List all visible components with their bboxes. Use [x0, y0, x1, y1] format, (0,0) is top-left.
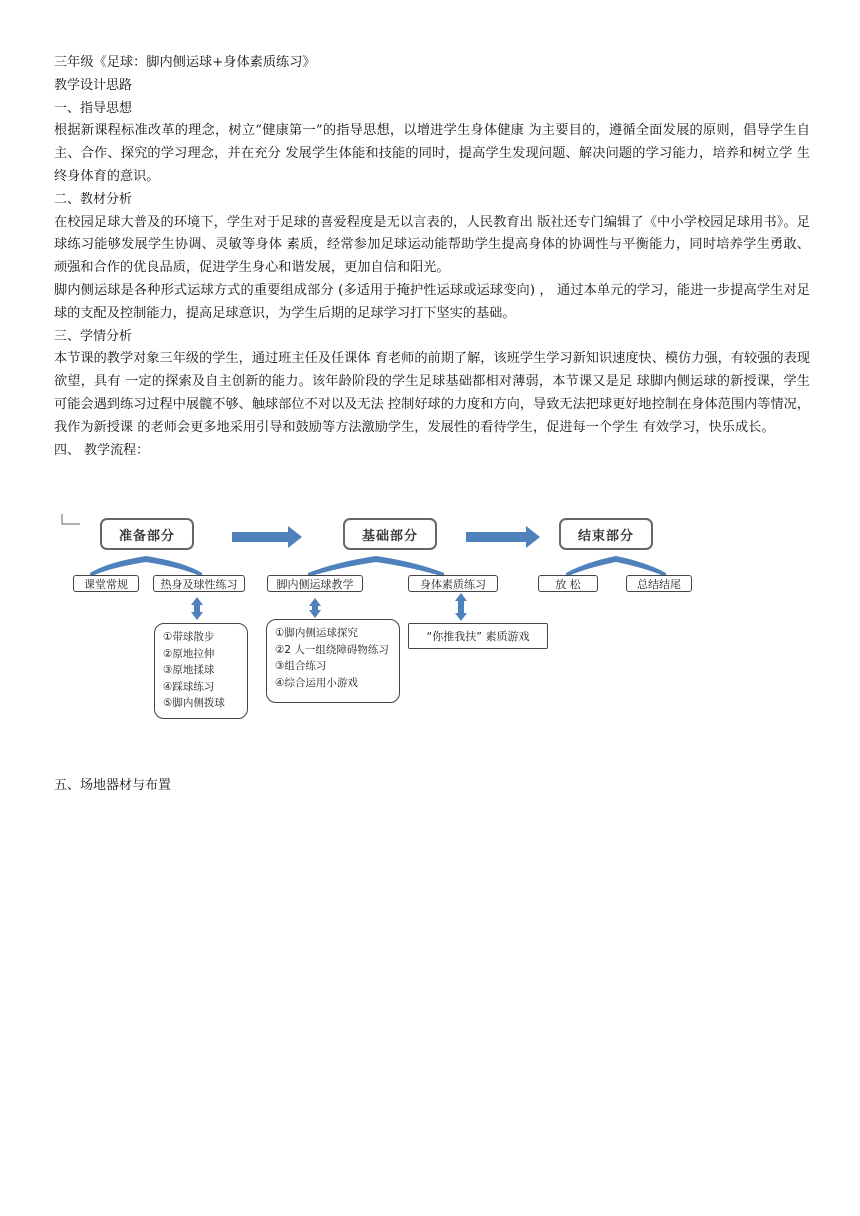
warmup-box: 热身及球性练习: [153, 575, 245, 592]
fitness-box: 身体素质练习: [408, 575, 498, 592]
list-item: ③组合练习: [275, 660, 327, 672]
routine-box: 课堂常规: [73, 575, 139, 592]
list-item: ④综合运用小游戏: [275, 676, 358, 689]
branch-chevron-icon: [308, 556, 444, 577]
section-1-heading: 一、指导思想: [54, 100, 133, 116]
list-item: ②原地拉伸: [163, 647, 215, 660]
section-2-paragraph-1: 在校园足球大普及的环境下，学生对于足球的喜爱程度是无以言表的，人民教育出 版社还专门编辑了《中小学校园足球用书》。足球练习能够发展学生协调、灵敏等身体 素质，经常参加足球运动能帮助学生提高身体的协调性与平衡能力，同时培养学生勇敢、 顽强和合作的优良品质，促进学生身心和谐发展，更加自信和阳光。: [54, 214, 810, 276]
list-item: ④踩球练习: [163, 680, 215, 693]
prep-part-box: 准备部分: [100, 518, 194, 550]
document-body: [54, 52, 810, 462]
list-item: ①带球散步: [163, 631, 215, 643]
section-1-paragraph: 根据新课程标准改革的理念，树立“健康第一”的指导思想，以增进学生身体健康 为主要目的，遵循全面发展的原则，倡导学生自主、合作、探究的学习理念，并在充分 发展学生体能和技能的同时，提高学生发现问题、解决问题的学习能力，培养和树立学 生终身体育的意识。: [54, 123, 810, 184]
basic-part-box: 基础部分: [343, 518, 437, 550]
section-4-heading: 四、 教学流程：: [54, 442, 150, 458]
double-arrow-icon: [455, 593, 467, 621]
dribble-items-list: [266, 619, 400, 703]
relax-box: 放 松: [538, 575, 598, 592]
list-item: ③原地揉球: [163, 664, 215, 676]
game-box: “你推我扶” 素质游戏: [408, 623, 548, 649]
end-part-box: 结束部分: [559, 518, 653, 550]
branch-chevron-icon: [566, 556, 666, 577]
branch-chevron-icon: [90, 556, 202, 577]
design-heading: 教学设计思路: [54, 77, 133, 93]
section-2-heading: 二、教材分析: [54, 191, 133, 207]
dribble-teaching-box: 脚内侧运球教学: [267, 575, 363, 592]
arrow-right-icon: [466, 526, 540, 548]
summary-box: 总结结尾: [626, 575, 692, 592]
list-item: ⑤脚内侧拨球: [163, 697, 225, 709]
warmup-items-list: [154, 623, 248, 719]
teaching-flow-diagram: [60, 506, 700, 726]
section-3-heading: 三、学情分析: [54, 328, 133, 344]
section-3-paragraph: 本节课的教学对象三年级的学生，通过班主任及任课体 育老师的前期了解，该班学生学习新知识速度快、模仿力强，有较强的表现欲望，具有 一定的探索及自主创新的能力。该年龄阶段的学生足球基础都相对薄弱，本节课又是足 球脚内侧运球的新授课，学生可能会遇到练习过程中展髋不够、触球部位不对以及无法 控制好球的力度和方向，导致无法把球更好地控制在身体范围内等情况，我作为新授课 的老师会更多地采用引导和鼓励等方法激励学生，发展性的看待学生，促进每一个学生 有效学习，快乐成长。: [54, 351, 810, 435]
corner-mark: [62, 514, 80, 524]
section-2-paragraph-2: 脚内侧运球是各种形式运球方式的重要组成部分 (多适用于掩护性运球或运球变向) ， 通过本单元的学习，能进一步提高学生对足球的支配及控制能力，提高足球意识，为学生后期的足球学习打下坚实的基础。: [54, 282, 810, 321]
double-arrow-icon: [191, 597, 203, 620]
document-title: 三年级《足球：脚内侧运球+身体素质练习》: [54, 55, 316, 70]
list-item: ②2 人一组绕障碍物练习: [275, 643, 389, 656]
list-item: ①脚内侧运球探究: [275, 627, 358, 639]
arrow-right-icon: [232, 526, 302, 548]
section-5-heading: 五、场地器材与布置: [54, 778, 172, 793]
double-arrow-icon: [309, 598, 321, 618]
